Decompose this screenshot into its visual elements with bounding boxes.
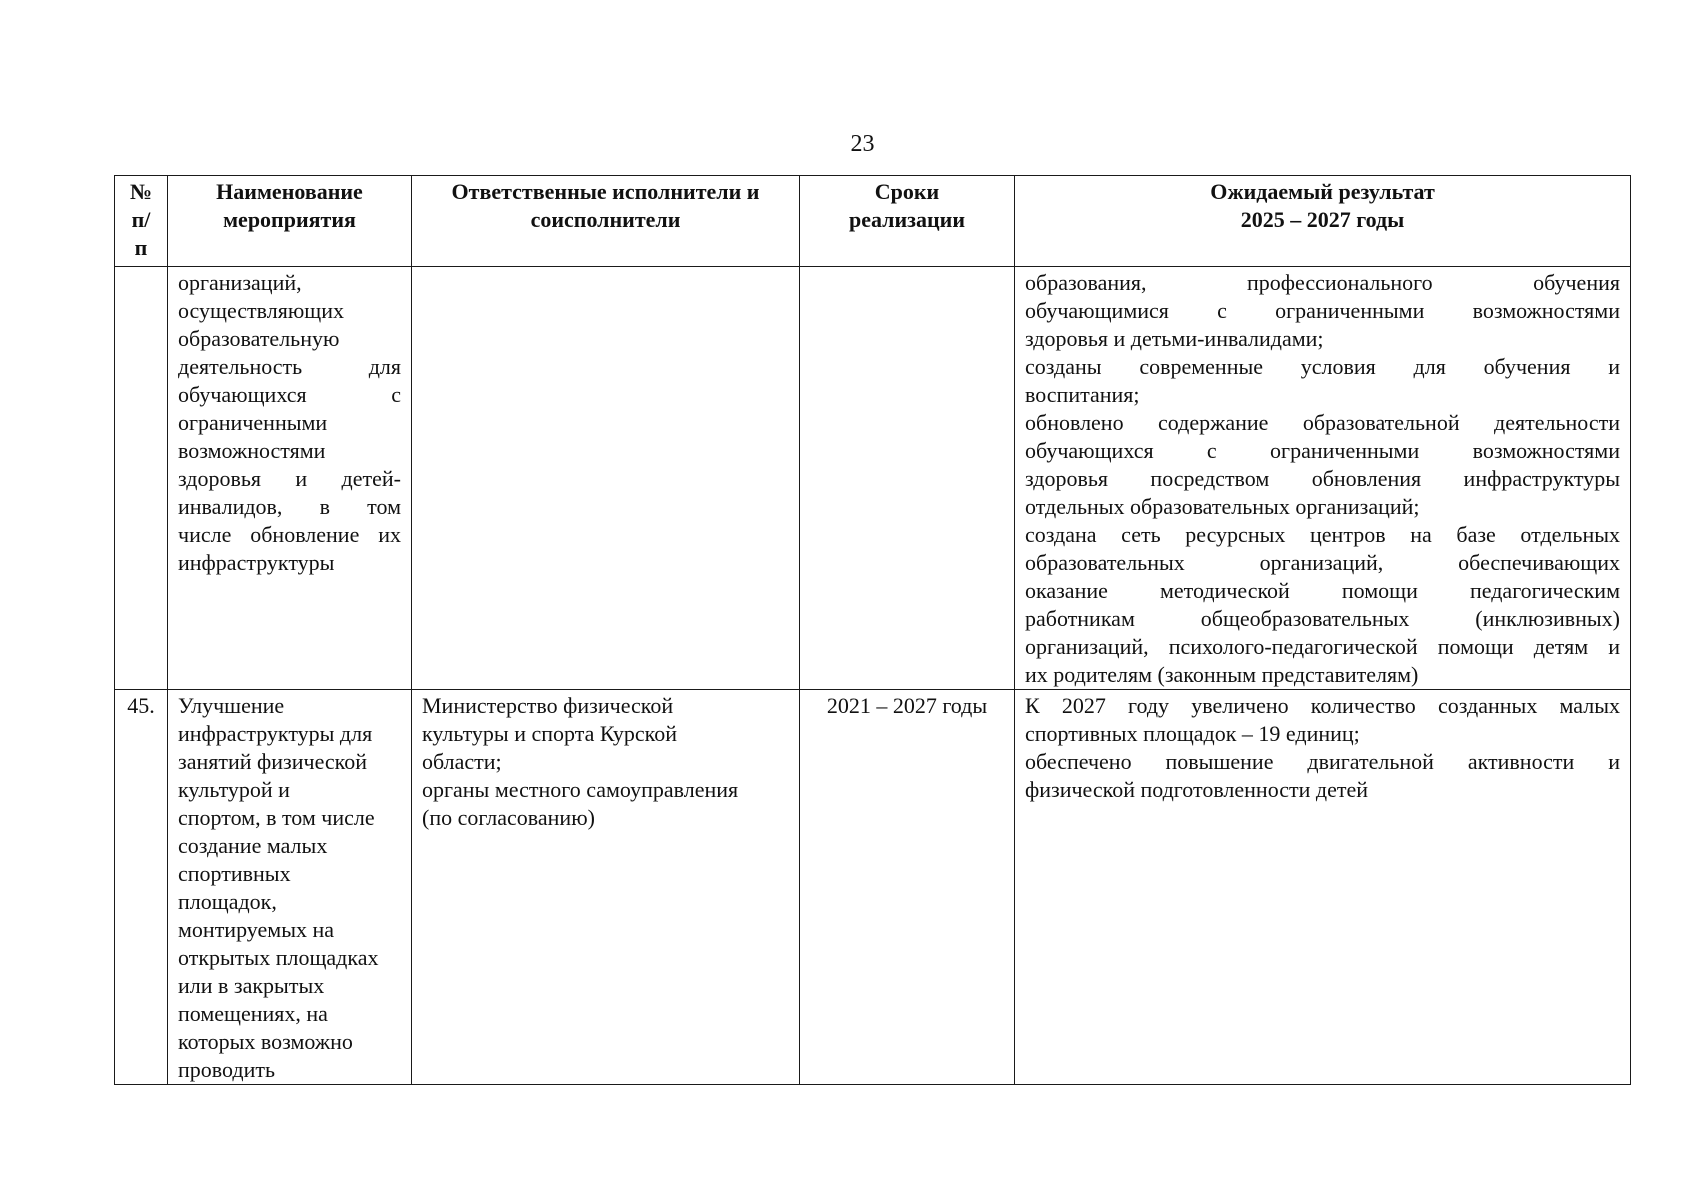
- cell-text-line: помещениях, на: [178, 1001, 328, 1026]
- header-number-line: №: [129, 179, 153, 204]
- responsible-cell: [412, 690, 800, 1085]
- header-expected-result: [1015, 176, 1631, 267]
- cell-text-line: ограниченными: [178, 410, 328, 435]
- cell-text-line: возможностями: [178, 438, 326, 463]
- cell-text-line: Улучшение: [178, 693, 285, 718]
- cell-text-line: Министерство физической: [422, 693, 674, 718]
- cell-text-line: области;: [422, 749, 502, 774]
- header-number: [115, 176, 168, 267]
- table-row: [115, 690, 1631, 1085]
- terms-cell: 2021 – 2027 годы: [800, 690, 1015, 1085]
- cell-text-line: спортивных площадок – 19 единиц;: [1025, 721, 1360, 746]
- cell-text-line: работникам общеобразовательных (инклюзивных): [1025, 606, 1620, 631]
- header-number-line: п/: [131, 207, 151, 232]
- cell-text-line: проводить: [178, 1057, 275, 1082]
- cell-text-line: образования, профессионального обучения: [1025, 270, 1620, 295]
- cell-text-line: монтируемых на: [178, 917, 335, 942]
- table-row: [115, 267, 1631, 690]
- table-header-row: [115, 176, 1631, 267]
- cell-text-line: которых возможно: [178, 1029, 353, 1054]
- cell-text-line: созданы современные условия для обучения и: [1025, 354, 1620, 379]
- cell-text-line: осуществляющих: [178, 298, 344, 323]
- expected-result-cell: [1015, 267, 1631, 690]
- cell-text-line: культуры и спорта Курской: [422, 721, 677, 746]
- cell-text-line: спортом, в том числе: [178, 805, 375, 830]
- cell-text-line: площадок,: [178, 889, 277, 914]
- cell-text-line: обучающимися с ограниченными возможностями: [1025, 298, 1620, 323]
- cell-text-line: обучающихся с: [178, 382, 401, 407]
- cell-text-line: отдельных образовательных организаций;: [1025, 494, 1420, 519]
- terms-cell: [800, 267, 1015, 690]
- header-expected-result-line: Ожидаемый результат: [1210, 179, 1435, 204]
- cell-text-line: инфраструктуры для: [178, 721, 373, 746]
- cell-text-line: занятий физической: [178, 749, 367, 774]
- header-activity-name: [168, 176, 412, 267]
- activities-table: [114, 175, 1631, 1085]
- header-responsible-line: соисполнители: [530, 207, 681, 232]
- page-number: 23: [850, 131, 875, 157]
- cell-text-line: здоровья и детей-: [178, 466, 401, 491]
- cell-text-line: инвалидов, в том: [178, 494, 401, 519]
- header-activity-name-line: мероприятия: [223, 207, 356, 232]
- cell-text-line: образовательную: [178, 326, 340, 351]
- header-expected-result-line: 2025 – 2027 годы: [1240, 207, 1405, 232]
- cell-text-line: физической подготовленности детей: [1025, 777, 1369, 802]
- cell-text-line: инфраструктуры: [178, 550, 335, 575]
- cell-text-line: образовательных организаций, обеспечивающих: [1025, 550, 1620, 575]
- header-responsible-line: Ответственные исполнители и: [451, 179, 760, 204]
- cell-text-line: К 2027 году увеличено количество созданных малых: [1025, 693, 1620, 718]
- cell-text-line: (по согласованию): [422, 805, 595, 830]
- cell-text-line: оказание методической помощи педагогическим: [1025, 578, 1620, 603]
- responsible-cell: [412, 267, 800, 690]
- header-number-line: п: [134, 235, 148, 260]
- cell-text-line: числе обновление их: [178, 522, 401, 547]
- header-terms: [800, 176, 1015, 267]
- cell-text-line: или в закрытых: [178, 973, 325, 998]
- cell-text-line: открытых площадках: [178, 945, 379, 970]
- cell-text-line: воспитания;: [1025, 382, 1140, 407]
- cell-text-line: обновлено содержание образовательной деятельности: [1025, 410, 1620, 435]
- cell-text-line: организаций,: [178, 270, 302, 295]
- cell-text-line: органы местного самоуправления: [422, 777, 739, 802]
- header-responsible: [412, 176, 800, 267]
- header-terms-line: Сроки: [874, 179, 940, 204]
- activity-name-cell: [168, 690, 412, 1085]
- cell-text-line: здоровья и детьми-инвалидами;: [1025, 326, 1324, 351]
- cell-text-line: организаций, психолого-педагогической помощи детям и: [1025, 634, 1620, 659]
- cell-text-line: деятельность для: [178, 354, 401, 379]
- cell-text-line: обучающихся с ограниченными возможностями: [1025, 438, 1620, 463]
- cell-text-line: спортивных: [178, 861, 291, 886]
- row-number-cell: [115, 267, 168, 690]
- header-activity-name-line: Наименование: [216, 179, 363, 204]
- expected-result-cell: [1015, 690, 1631, 1085]
- cell-text-line: культурой и: [178, 777, 290, 802]
- header-terms-line: реализации: [848, 207, 966, 232]
- cell-text-line: обеспечено повышение двигательной активности и: [1025, 749, 1620, 774]
- cell-text-line: их родителям (законным представителям): [1025, 662, 1419, 687]
- row-number-cell: 45.: [115, 690, 168, 1085]
- cell-text-line: здоровья посредством обновления инфраструктуры: [1025, 466, 1620, 491]
- cell-text-line: создание малых: [178, 833, 328, 858]
- cell-text-line: создана сеть ресурсных центров на базе отдельных: [1025, 522, 1620, 547]
- activity-name-cell: [168, 267, 412, 690]
